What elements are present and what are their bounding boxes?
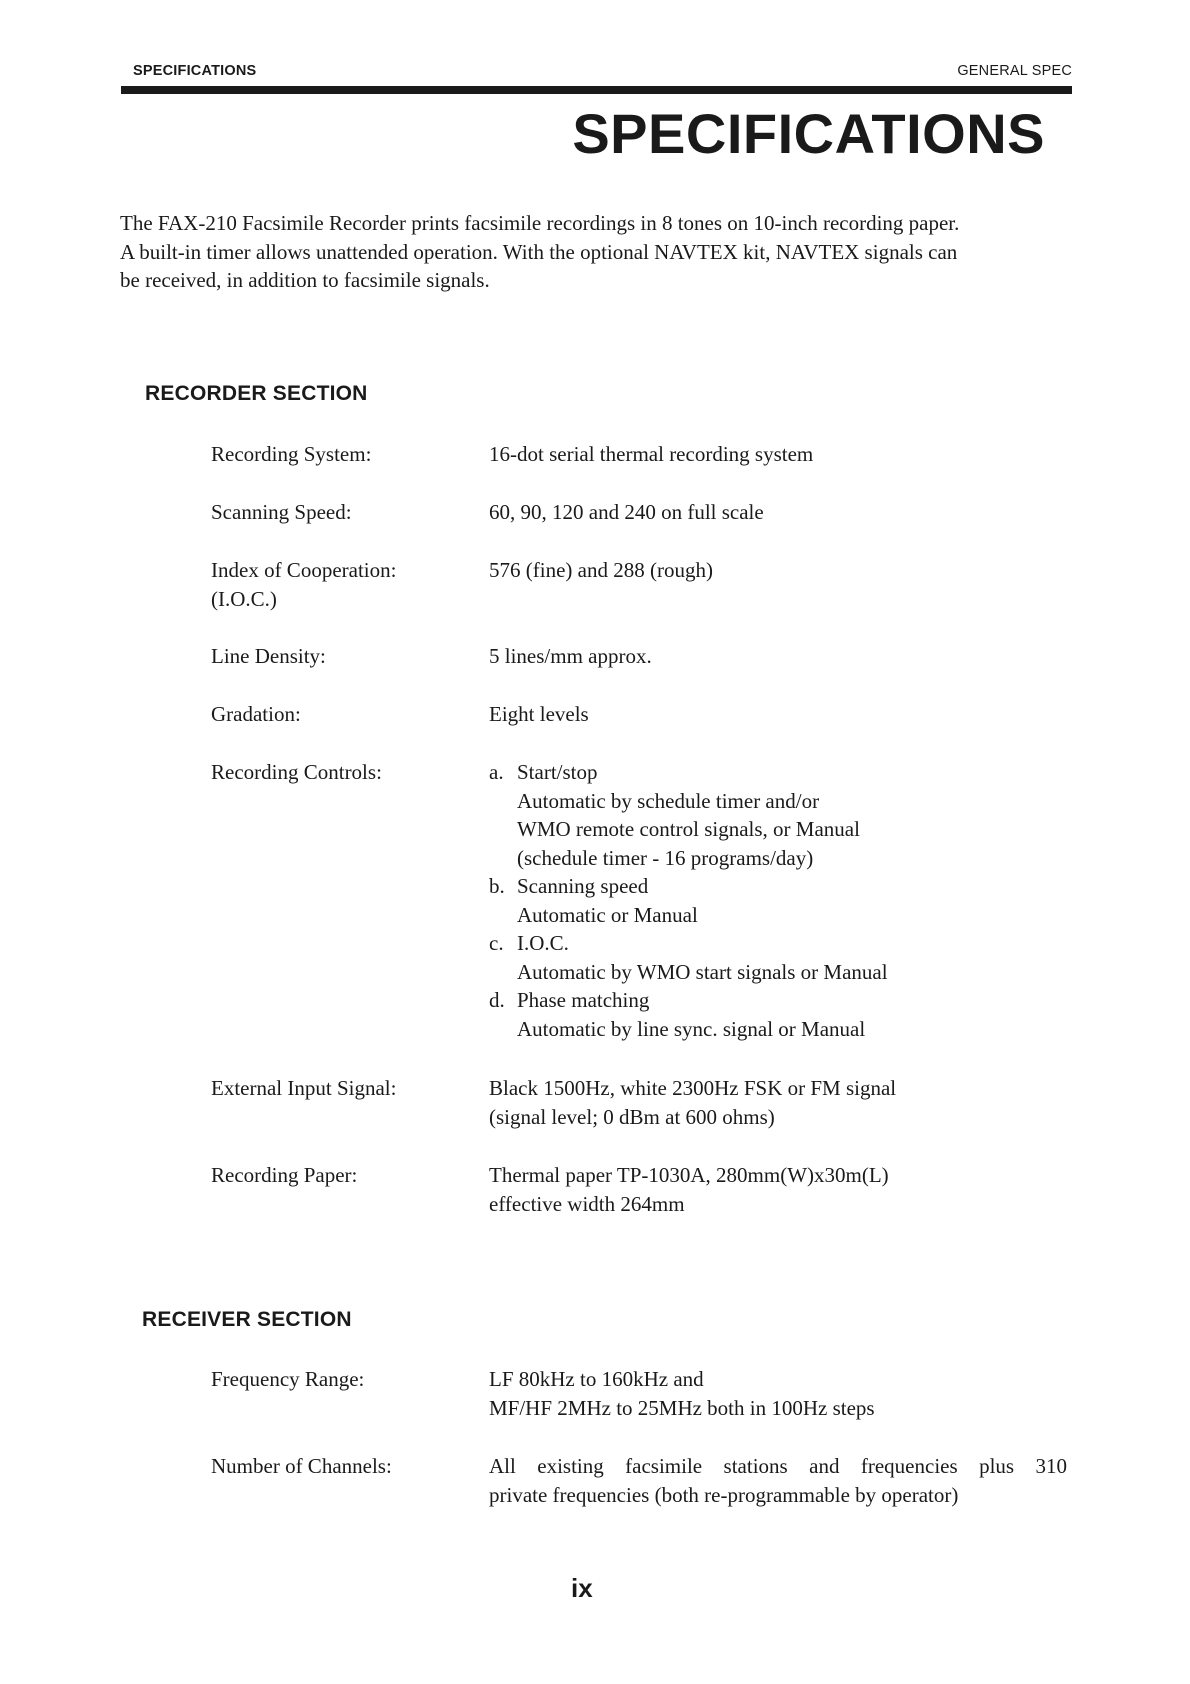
spec-value-line: LF 80kHz to 160kHz and <box>489 1367 704 1391</box>
spec-value-line: (signal level; 0 dBm at 600 ohms) <box>489 1104 775 1129</box>
spec-label-scanning-speed: Scanning Speed: <box>211 500 352 524</box>
spec-value-line: private frequencies (both re-programmable by operator) <box>489 1482 959 1507</box>
spec-label-recording-system: Recording System: <box>211 442 372 466</box>
page-number: ix <box>571 1573 593 1603</box>
spec-value-recording-system: 16-dot serial thermal recording system <box>489 442 814 466</box>
running-header-section: SPECIFICATIONS <box>133 63 257 79</box>
intro-line: A built-in timer allows unattended operation. With the optional NAVTEX kit, NAVTEX signals can <box>120 239 958 264</box>
spec-value-ioc: 576 (fine) and 288 (rough) <box>489 558 713 582</box>
spec-label-external-input: External Input Signal: <box>211 1076 397 1100</box>
running-header-chapter: GENERAL SPEC <box>957 63 1072 79</box>
spec-value-recording-paper <box>489 1161 889 1218</box>
control-item-d <box>489 986 888 1015</box>
spec-label-channels: Number of Channels: <box>211 1454 392 1478</box>
control-detail: Automatic by schedule timer and/or <box>517 788 820 813</box>
control-detail: (schedule timer - 16 programs/day) <box>517 845 814 870</box>
control-title: Start/stop <box>517 760 598 784</box>
spec-label-gradation: Gradation: <box>211 702 301 726</box>
spec-value-line-density: 5 lines/mm approx. <box>489 644 652 668</box>
control-detail: WMO remote control signals, or Manual <box>517 817 860 841</box>
spec-value-external-input <box>489 1074 896 1131</box>
spec-value-line: All existing facsimile stations and frequencies plus 310 <box>489 1454 1067 1478</box>
control-key: a. <box>489 760 504 784</box>
control-title: Scanning speed <box>517 874 649 898</box>
spec-value-recording-controls <box>489 758 888 1043</box>
page-title: SPECIFICATIONS <box>572 102 1045 165</box>
control-detail: Automatic by line sync. signal or Manual <box>517 1016 866 1041</box>
intro-paragraph <box>120 209 1065 295</box>
control-detail: Automatic by WMO start signals or Manual <box>517 959 888 984</box>
spec-label-ioc-line2: (I.O.C.) <box>211 586 277 611</box>
spec-label-ioc <box>211 556 396 613</box>
control-detail: Automatic or Manual <box>517 902 698 927</box>
recorder-section-heading: RECORDER SECTION <box>145 382 368 405</box>
intro-line: be received, in addition to facsimile signals. <box>120 268 490 292</box>
spec-value-gradation: Eight levels <box>489 702 589 726</box>
control-item-a <box>489 758 888 787</box>
header-rule <box>121 86 1072 94</box>
spec-label-recording-controls: Recording Controls: <box>211 760 382 784</box>
control-key: b. <box>489 874 505 898</box>
spec-value-line: Thermal paper TP-1030A, 280mm(W)x30m(L) <box>489 1163 889 1187</box>
control-title: Phase matching <box>517 988 650 1012</box>
spec-label-ioc-line1: Index of Cooperation: <box>211 558 397 582</box>
control-item-b <box>489 872 888 901</box>
spec-value-line: MF/HF 2MHz to 25MHz both in 100Hz steps <box>489 1395 875 1420</box>
control-title: I.O.C. <box>517 931 569 955</box>
spec-value-channels <box>489 1452 1067 1509</box>
control-item-c <box>489 929 888 958</box>
control-key: d. <box>489 988 505 1012</box>
spec-label-frequency-range: Frequency Range: <box>211 1367 365 1391</box>
spec-label-line-density: Line Density: <box>211 644 326 668</box>
control-key: c. <box>489 931 504 955</box>
receiver-section-heading: RECEIVER SECTION <box>142 1308 352 1331</box>
spec-value-frequency-range <box>489 1365 875 1422</box>
spec-label-recording-paper: Recording Paper: <box>211 1163 358 1187</box>
spec-value-line: effective width 264mm <box>489 1191 685 1216</box>
spec-value-scanning-speed: 60, 90, 120 and 240 on full scale <box>489 500 764 524</box>
intro-line: The FAX-210 Facsimile Recorder prints facsimile recordings in 8 tones on 10-inch recording paper. <box>120 211 960 235</box>
spec-value-line: Black 1500Hz, white 2300Hz FSK or FM signal <box>489 1076 897 1100</box>
